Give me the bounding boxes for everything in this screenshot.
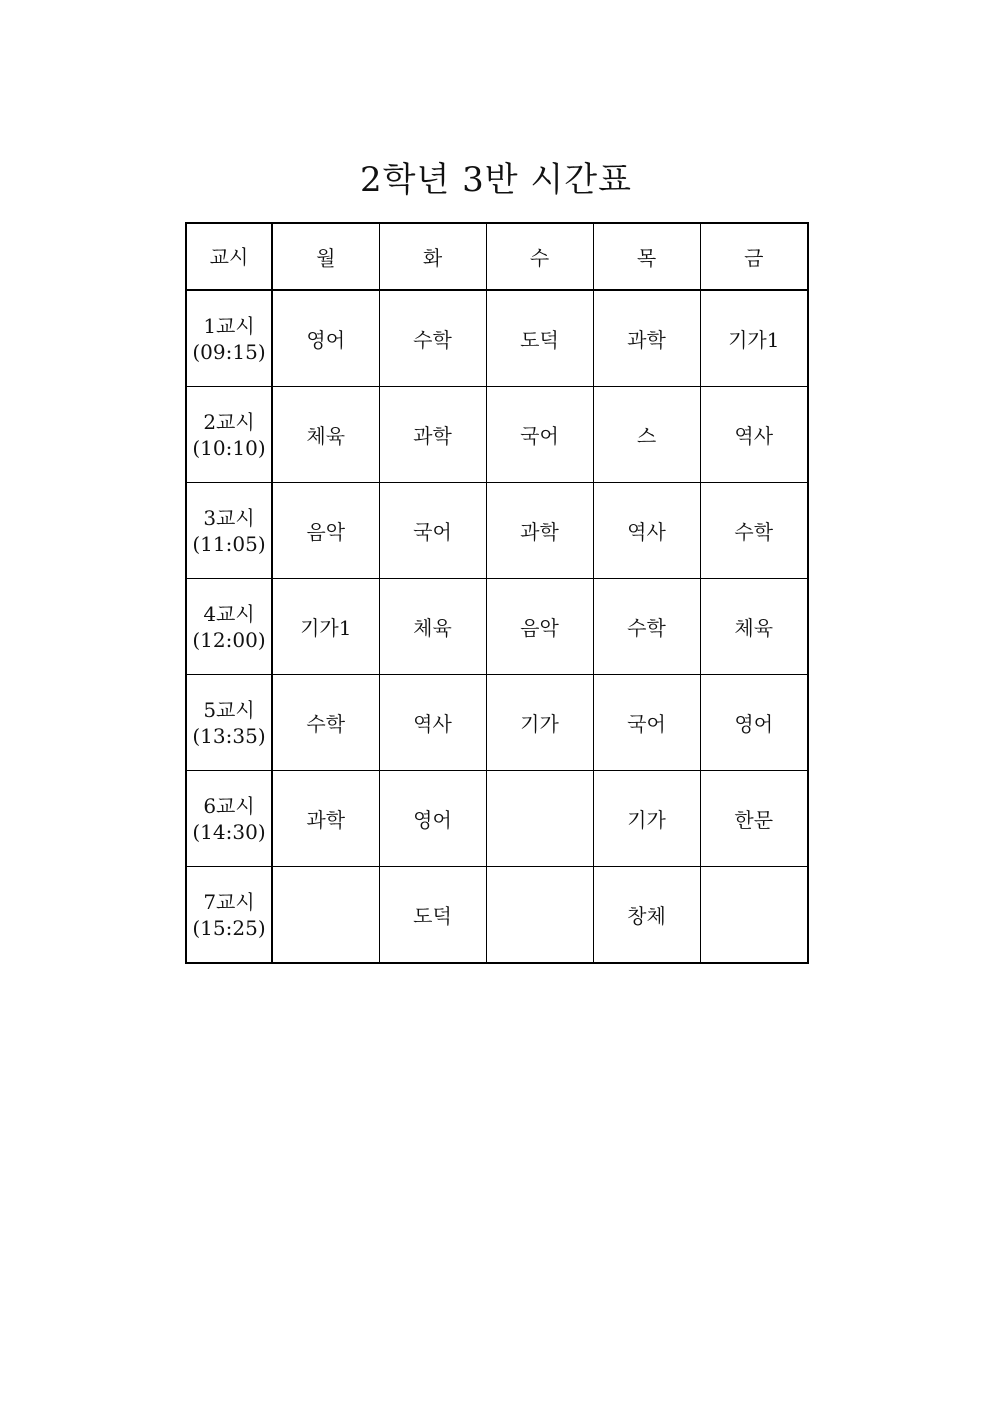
subject-cell: 기가1: [700, 290, 808, 387]
subject-cell: 과학: [272, 771, 379, 867]
table-row: [186, 675, 808, 771]
period-header: 교시: [186, 223, 272, 290]
subject-cell: 도덕: [379, 867, 486, 964]
table-row: [186, 867, 808, 964]
subject-cell: 체육: [272, 387, 379, 483]
period-time: (14:30): [192, 819, 266, 844]
header-row: [186, 223, 808, 290]
subject-cell: 역사: [379, 675, 486, 771]
period-label: 6교시: [203, 793, 255, 818]
period-time: (15:25): [192, 915, 266, 940]
period-cell: [186, 867, 272, 964]
subject-cell: [700, 867, 808, 964]
period-label: 5교시: [203, 697, 255, 722]
subject-cell: 과학: [486, 483, 593, 579]
day-header-tue: 화: [379, 223, 486, 290]
subject-cell: 영어: [379, 771, 486, 867]
period-time: (10:10): [192, 435, 266, 460]
subject-cell: 수학: [272, 675, 379, 771]
subject-cell: 역사: [700, 387, 808, 483]
table-row: [186, 290, 808, 387]
period-cell: [186, 579, 272, 675]
subject-cell: 수학: [700, 483, 808, 579]
subject-cell: 기가: [593, 771, 700, 867]
period-time: (13:35): [192, 723, 266, 748]
timetable: [185, 222, 809, 964]
subject-cell: 국어: [486, 387, 593, 483]
period-cell: [186, 771, 272, 867]
subject-cell: 체육: [700, 579, 808, 675]
subject-cell: 과학: [379, 387, 486, 483]
day-header-mon: 월: [272, 223, 379, 290]
subject-cell: 국어: [593, 675, 700, 771]
subject-cell: 수학: [379, 290, 486, 387]
period-cell: [186, 483, 272, 579]
table-row: [186, 483, 808, 579]
period-label: 1교시: [203, 313, 255, 338]
period-label: 3교시: [203, 505, 255, 530]
table-row: [186, 387, 808, 483]
period-label: 4교시: [203, 601, 255, 626]
subject-cell: 체육: [379, 579, 486, 675]
subject-cell: [272, 867, 379, 964]
subject-cell: [486, 867, 593, 964]
page-title: 2학년 3반 시간표: [360, 160, 632, 200]
subject-cell: 창체: [593, 867, 700, 964]
subject-cell: 스: [593, 387, 700, 483]
subject-cell: 도덕: [486, 290, 593, 387]
table-row: [186, 579, 808, 675]
period-time: (12:00): [192, 627, 266, 652]
day-header-wed: 수: [486, 223, 593, 290]
period-time: (11:05): [192, 531, 266, 556]
table-row: [186, 771, 808, 867]
subject-cell: 영어: [700, 675, 808, 771]
period-cell: [186, 290, 272, 387]
subject-cell: 음악: [486, 579, 593, 675]
period-label: 2교시: [203, 409, 255, 434]
subject-cell: 과학: [593, 290, 700, 387]
period-cell: [186, 387, 272, 483]
day-header-fri: 금: [700, 223, 808, 290]
subject-cell: 한문: [700, 771, 808, 867]
subject-cell: 역사: [593, 483, 700, 579]
period-time: (09:15): [192, 339, 266, 364]
subject-cell: 국어: [379, 483, 486, 579]
day-header-thu: 목: [593, 223, 700, 290]
subject-cell: 기가1: [272, 579, 379, 675]
subject-cell: 수학: [593, 579, 700, 675]
period-label: 7교시: [203, 889, 255, 914]
period-cell: [186, 675, 272, 771]
subject-cell: 음악: [272, 483, 379, 579]
subject-cell: [486, 771, 593, 867]
subject-cell: 기가: [486, 675, 593, 771]
subject-cell: 영어: [272, 290, 379, 387]
